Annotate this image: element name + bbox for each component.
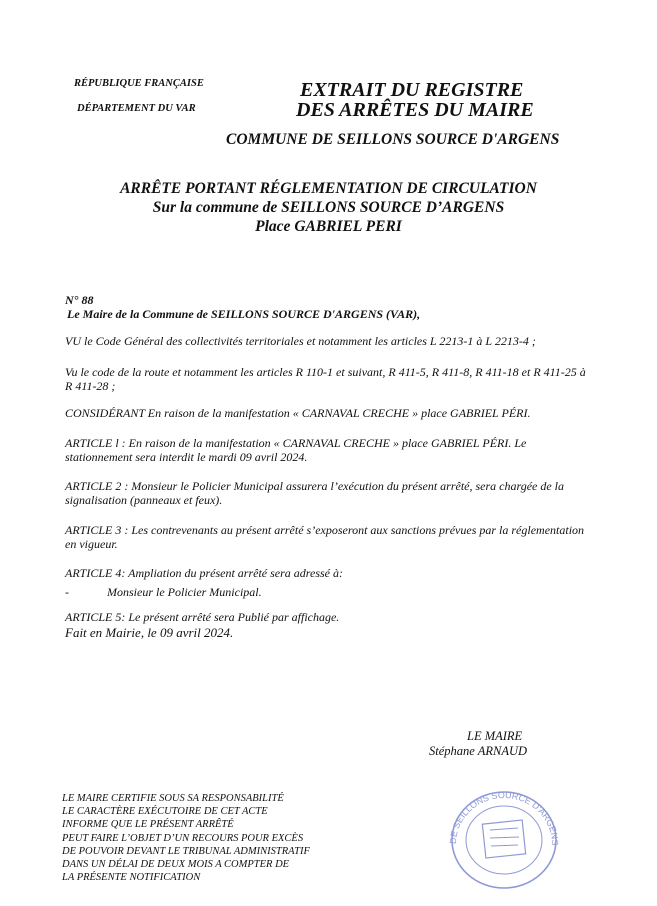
vu-code-general: VU le Code Général des collectivités territoriales et notamment les articles L 2213-1 à L 2213-4 ; xyxy=(65,334,536,348)
certification-block xyxy=(62,792,310,884)
stamp-emblem xyxy=(482,820,525,858)
arrete-title-line3: Place GABRIEL PERI xyxy=(255,218,402,235)
article-4: ARTICLE 4: Ampliation du présent arrêté sera adressé à: xyxy=(65,566,343,580)
certification-line: LE CARACTÈRE EXÉCUTOIRE DE CET ACTE xyxy=(62,806,268,818)
article-4-recipient: Monsieur le Policier Municipal. xyxy=(107,585,262,599)
signature-name: Stéphane ARNAUD xyxy=(429,744,528,758)
departement-label: DÉPARTEMENT DU VAR xyxy=(77,103,196,114)
signature-role: LE MAIRE xyxy=(467,729,523,743)
registre-title-line2: DES ARRÊTES DU MAIRE xyxy=(296,99,534,121)
stamp-emblem-detail xyxy=(490,828,519,846)
certification-line: DANS UN DÉLAI DE DEUX MOIS A COMPTER DE xyxy=(62,859,290,871)
article-4-recipient-row xyxy=(65,585,262,600)
certification-line: INFORME QUE LE PRÉSENT ARRÊTÉ xyxy=(62,819,234,831)
fait-en-mairie: Fait en Mairie, le 09 avril 2024. xyxy=(65,625,234,640)
article-5: ARTICLE 5: Le présent arrêté sera Publié par affichage. xyxy=(65,610,340,624)
arrete-number: N° 88 xyxy=(65,293,94,307)
list-dash: - xyxy=(65,585,69,599)
considerant: CONSIDÉRANT En raison de la manifestation « CARNAVAL CRECHE » place GABRIEL PÉRI. xyxy=(65,406,531,420)
commune-heading: COMMUNE DE SEILLONS SOURCE D'ARGENS xyxy=(226,131,560,148)
certification-line: LE MAIRE CERTIFIE SOUS SA RESPONSABILITÉ xyxy=(62,793,284,804)
certification-line: PEUT FAIRE L’OBJET D’UN RECOURS POUR EXCÈS xyxy=(62,832,304,844)
maire-intro: Le Maire de la Commune de SEILLONS SOURCE D'ARGENS (VAR), xyxy=(67,307,421,321)
arrete-title-line2: Sur la commune de SEILLONS SOURCE D’ARGENS xyxy=(152,199,505,216)
article-2: ARTICLE 2 : Monsieur le Policier Municipal assurera l’exécution du présent arrêté, sera chargée de la signalisation (panneaux et feux). xyxy=(65,479,565,507)
article-3: ARTICLE 3 : Les contrevenants au présent arrêté s’exposeront aux sanctions prévues par la réglementation en vigueur. xyxy=(65,523,585,551)
certification-line: DE POUVOIR DEVANT LE TRIBUNAL ADMINISTRATIF xyxy=(62,845,310,857)
republique-label: RÉPUBLIQUE FRANÇAISE xyxy=(74,78,204,89)
article-1: ARTICLE l : En raison de la manifestation « CARNAVAL CRECHE » place GABRIEL PÉRI. Le stationnement sera interdit le mardi 09 avril 2024. xyxy=(65,436,527,464)
stamp-inner-ring xyxy=(466,806,542,874)
certification-line: LA PRÉSENTE NOTIFICATION xyxy=(62,872,201,884)
arrete-title-line1: ARRÊTE PORTANT RÉGLEMENTATION DE CIRCULATION xyxy=(120,180,537,197)
stamp-text: DE SEILLONS SOURCE D'ARGENS xyxy=(447,789,561,846)
vu-code-route: Vu le code de la route et notamment les articles R 110-1 et suivant, R 411-5, R 411-8, R 411-18 et R 411-25 à R 411-28 ; xyxy=(65,365,586,393)
registre-title-line1: EXTRAIT DU REGISTRE xyxy=(300,79,524,101)
mairie-stamp xyxy=(438,782,568,890)
